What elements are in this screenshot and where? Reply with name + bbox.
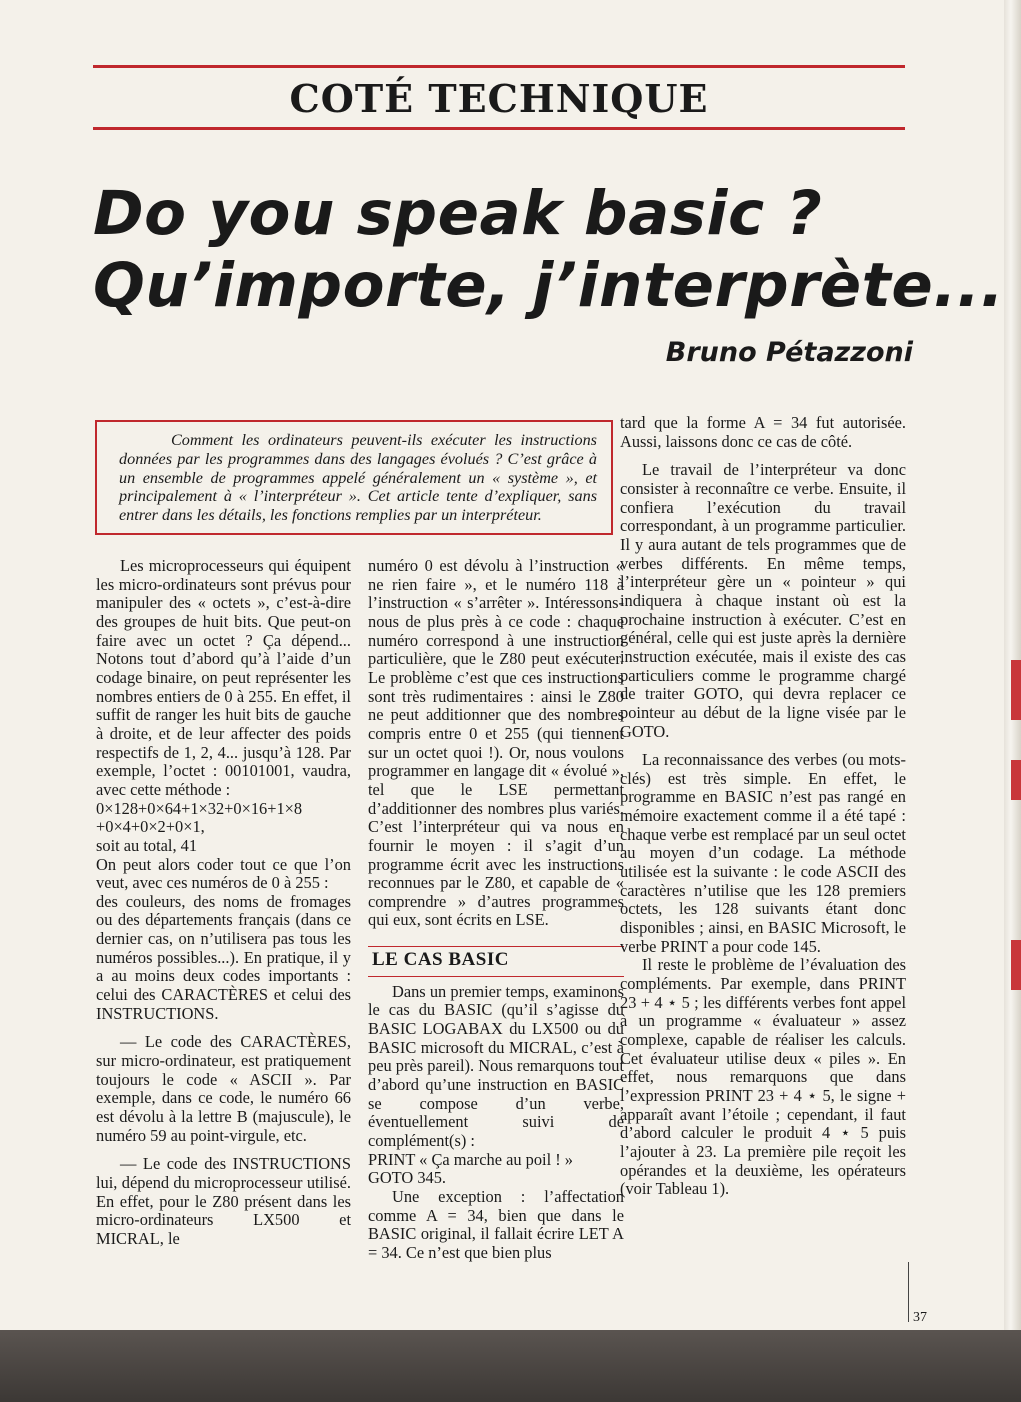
author-byline: Bruno Pétazzoni xyxy=(665,337,913,368)
paragraph: — Le code des CARACTÈRES, sur micro-ordinateur, est pratiquement toujours le code « ASCII ». Par exemple, dans ce code, le numéro 66 est dévolu à la lettre B (majuscule), le numéro 59 au point-virgule, etc. xyxy=(96,1032,351,1145)
paragraph: des couleurs, des noms de fromages ou des départements français (dans ce dernier cas, on n’utilisera pas tous les numéros possibles...). En pratique, il y a au moins deux codes importants : celui des CARACTÈRES et celui des INSTRUCTIONS. xyxy=(96,891,351,1023)
page-number-rule xyxy=(908,1262,909,1322)
column-2 xyxy=(368,557,624,1263)
paragraph: numéro 0 est dévolu à l’instruction « ne rien faire », et le numéro 118 à l’instruction « s’arrêter ». Intéressons-nous de plus près à ce code : chaque numéro correspond à une instruction particulière, que le Z80 peut exécuter. Le problème c’est que ces instructions sont très rudimentaires : ainsi le Z80 ne peut additionner que des nombres compris entre 0 et 255 (qui tiennent sur un octet quoi !). Or, nous voulons programmer en langage dit « évolué », tel que le LSE permettant d’additionner des nombres plus variés. C’est l’interpréteur qui va nous en fournir le moyen : il s’agit d’un programme écrit avec les instructions reconnues par le Z80, et capable de « comprendre » d’autres programmes qui eux, sont écrits en LSE. xyxy=(368,556,624,930)
paragraph: Dans un premier temps, examinons le cas du BASIC (qu’il s’agisse du BASIC LOGABAX du LX500 ou du BASIC microsoft du MICRAL, c’est à peu près pareil). Nous remarquons tout d’abord qu’une instruction en BASIC se compose d’un verbe, éventuellement suivi de complément(s) : xyxy=(368,981,624,1151)
next-page-edge-mark xyxy=(1011,760,1021,800)
rubric-top-rule xyxy=(93,65,905,68)
paragraph: Une exception : l’affectation comme A = 34, bien que dans le BASIC original, il fallait écrire LET A = 34. Ce n’est que bien plus xyxy=(368,1187,624,1262)
page-number: 37 xyxy=(913,1310,927,1325)
scan-background xyxy=(0,1330,1021,1402)
section-heading: LE CAS BASIC xyxy=(368,946,624,977)
formula-total: soit au total, 41 xyxy=(96,835,198,855)
paragraph: — Le code des INSTRUCTIONS lui, dépend du microprocesseur utilisé. En effet, pour le Z80 présent dans les micro-ordinateurs LX500 et MICRAL, le xyxy=(96,1154,351,1248)
code-line: PRINT « Ça marche au poil ! » xyxy=(368,1149,573,1169)
code-line: GOTO 345. xyxy=(368,1168,447,1188)
formula-line: +0×4+0×2+0×1, xyxy=(96,817,205,837)
article-title xyxy=(93,178,1005,322)
next-page-edge-mark xyxy=(1011,660,1021,720)
title-line-2: Qu’importe, j’interprète... xyxy=(93,250,1005,321)
paragraph: tard que la forme A = 34 fut autorisée. Aussi, laissons donc ce cas de côté. xyxy=(620,413,906,451)
title-line-1: Do you speak basic ? xyxy=(93,178,823,249)
column-3 xyxy=(620,414,906,1199)
rubric-bottom-rule xyxy=(93,127,905,130)
section-rubric: COTÉ TECHNIQUE xyxy=(289,76,709,121)
column-1 xyxy=(96,557,351,1249)
next-page-edge-mark xyxy=(1011,940,1021,990)
formula-line: 0×128+0×64+1×32+0×16+1×8 xyxy=(96,798,303,818)
paragraph: Il reste le problème de l’évaluation des compléments. Par exemple, dans PRINT 23 + 4 ⋆ 5 ; les différents verbes font appel à un programme « évaluateur » assez complexe, capable de réaliser les calculs. Cet évaluateur utilise deux « piles ». En effet, nous remarquons que dans l’expression PRINT 23 + 4 ⋆ 5, le signe + apparaît avant l’étoile ; cependant, il faut d’abord calculer le produit 4 ⋆ 5 puis l’ajouter à 23. La première pile reçoit les opérandes et la deuxième, les opérateurs (voir Tableau 1). xyxy=(620,955,906,1199)
paragraph: La reconnaissance des verbes (ou mots-clés) est très simple. En effet, le programme en BASIC n’est pas rangé en mémoire exactement comme il a été tapé : chaque verbe est remplacé par un seul octet au moyen d’un codage. La méthode utilisée est la suivante : le code ASCII des caractères n’utilise que les 128 premiers octets, les 128 suivants étant donc disponibles ; ainsi, en BASIC Microsoft, le verbe PRINT a pour code 145. xyxy=(620,750,906,956)
intro-box: Comment les ordinateurs peuvent-ils exécuter les instructions données par les programmes dans des langages évolués ? C’est grâce à un ensemble de programmes appelé généralement un « système », et principalement à « l’interpréteur ». Cet article tente d’expliquer, sans entrer dans les détails, les fonctions remplies par un interpréteur. xyxy=(95,420,613,535)
paragraph: On peut alors coder tout ce que l’on veut, avec ces numéros de 0 à 255 : xyxy=(96,854,351,893)
paragraph: Les microprocesseurs qui équipent les micro-ordinateurs sont prévus pour manipuler des « octets », c’est-à-dire des groupes de huit bits. Que peut-on faire avec un octet ? Ça dépend... Notons tout d’abord qu’à l’aide d’un codage binaire, on peut représenter les nombres entiers de 0 à 255. En effet, il suffit de ranger les huit bits de gauche à droite, et de leur affecter des poids respectifs de 1, 2, 4... jusqu’à 128. Par exemple, l’octet : 00101001, vaudra, avec cette méthode : xyxy=(96,556,351,799)
paragraph: Le travail de l’interpréteur va donc consister à reconnaître ce verbe. Ensuite, il confiera l’exécution du travail correspondant, à un programme particulier. Il y aura autant de tels programmes que de verbes différents. En même temps, l’interpréteur gère un « pointeur » qui indiquera à chaque instant où est la prochaine instruction à exécuter. C’est en général, celle qui est juste après la dernière instruction exécutée, mais il existe des cas particuliers comme le programme chargé de traiter GOTO, qui devra replacer ce pointeur au début de la ligne visée par le GOTO. xyxy=(620,460,906,741)
